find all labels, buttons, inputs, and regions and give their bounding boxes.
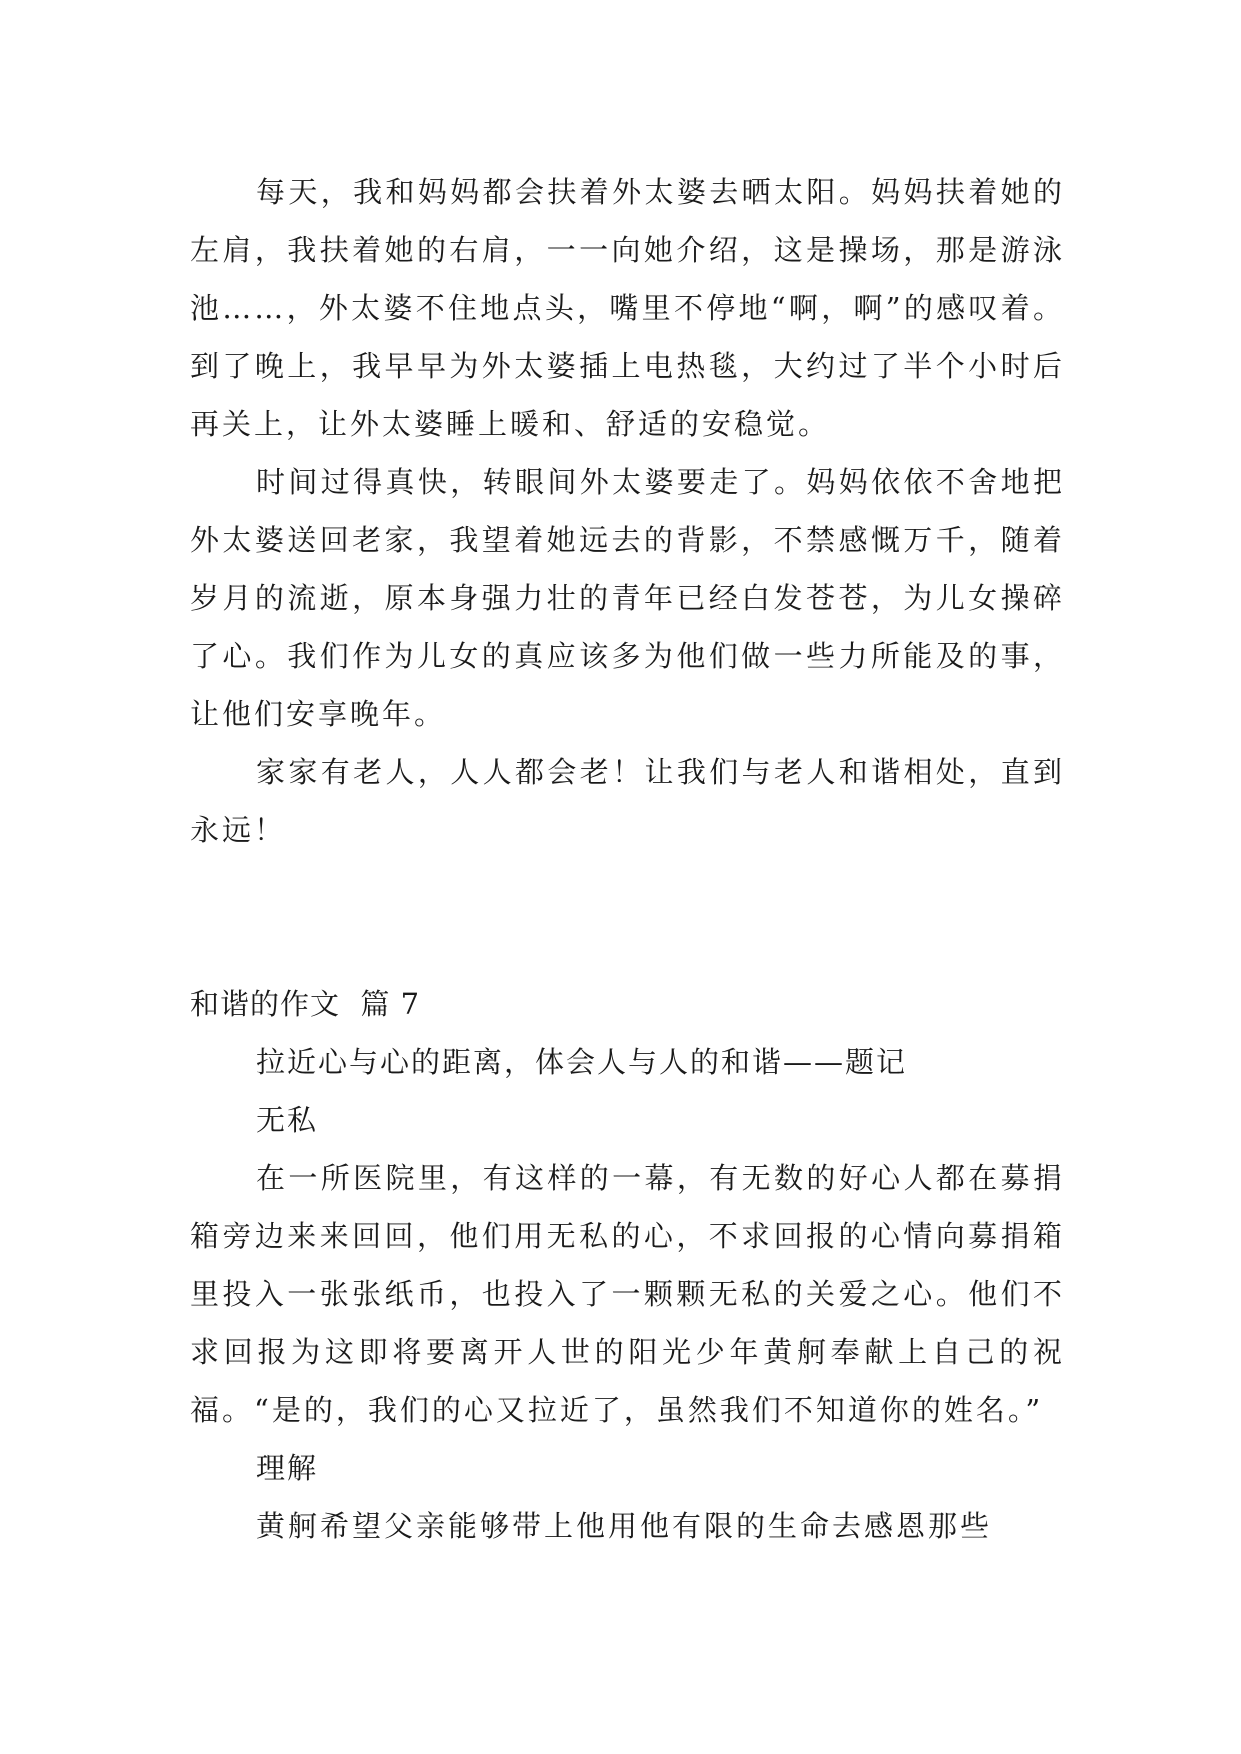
paragraph: 时间过得真快，转眼间外太婆要走了。妈妈依依不舍地把外太婆送回老家，我望着她远去的背影，不禁感慨万千，随着岁月的流逝，原本身强力壮的青年已经白发苍苍，为儿女操碎了心。我们作为儿女的真应该多为他们做一些力所能及的事，让他们安享晚年。 (190, 465, 1065, 731)
paragraph: 家家有老人，人人都会老！让我们与老人和谐相处，直到永远！ (190, 755, 1065, 847)
document-page (190, 163, 1065, 1555)
paragraph: 每天，我和妈妈都会扶着外太婆去晒太阳。妈妈扶着她的左肩，我扶着她的右肩，一一向她介绍，这是操场，那是游泳池……，外太婆不住地点头，嘴里不停地“啊，啊”的感叹着。到了晚上，我早早为外太婆插上电热毯，大约过了半个小时后再关上，让外太婆睡上暖和、舒适的安稳觉。 (190, 175, 1065, 441)
paragraph: 在一所医院里，有这样的一幕，有无数的好心人都在募捐箱旁边来来回回，他们用无私的心，不求回报的心情向募捐箱里投入一张张纸币，也投入了一颗颗无私的关爱之心。他们不求回报为这即将要离开人世的阳光少年黄舸奉献上自己的祝福。“是的，我们的心又拉近了，虽然我们不知道你的姓名。” (190, 1161, 1065, 1427)
epigraph: 拉近心与心的距离，体会人与人的和谐——题记 (256, 1045, 908, 1079)
subheading-selfless: 无私 (256, 1103, 319, 1137)
section-title: 和谐的作文 篇 7 (190, 987, 421, 1021)
section-gap (190, 859, 1065, 975)
paragraph: 黄舸希望父亲能够带上他用他有限的生命去感恩那些 (256, 1509, 993, 1543)
subheading-understanding: 理解 (256, 1451, 319, 1485)
